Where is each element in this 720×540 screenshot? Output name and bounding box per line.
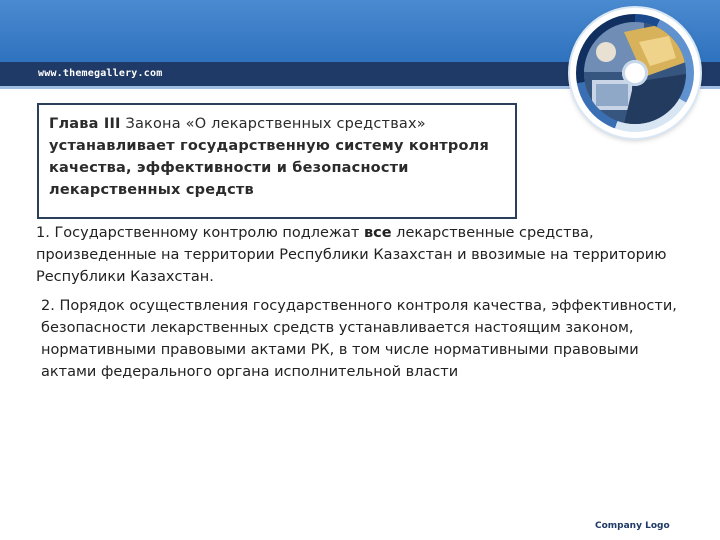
chapter-title-box — [37, 103, 517, 219]
paragraph-1-before: 1. Государственному контролю подлежат — [36, 225, 364, 241]
paragraph-1-bold: все — [363, 225, 392, 241]
title-normal: Закона «О лекарственных средствах» — [120, 116, 426, 132]
title-bold-rest: устанавливает государственную систему контроля качества, эффективности и безопасности лекарственных средств — [49, 138, 489, 198]
site-url[interactable]: www.themegallery.com — [38, 68, 163, 79]
title-bold-prefix: Глава III — [49, 116, 121, 132]
paragraph-1 — [36, 222, 676, 288]
logo-center — [622, 60, 648, 86]
paragraph-2: 2. Порядок осуществления государственного контроля качества, эффективности, безопасности лекарственных средств устанавливается настоящим законом, нормативными правовыми актами РК, в том числе нормативными правовыми актами федерального органа исполнительной власти — [41, 298, 677, 380]
logo-circle-image — [570, 8, 700, 138]
paragraph-1-after: лекарственные средства, произведенные на территории Республики Казахстан и ввозимые на территорию Республики Казахстан. — [36, 225, 667, 285]
company-logo-text: Company Logo — [595, 521, 670, 531]
